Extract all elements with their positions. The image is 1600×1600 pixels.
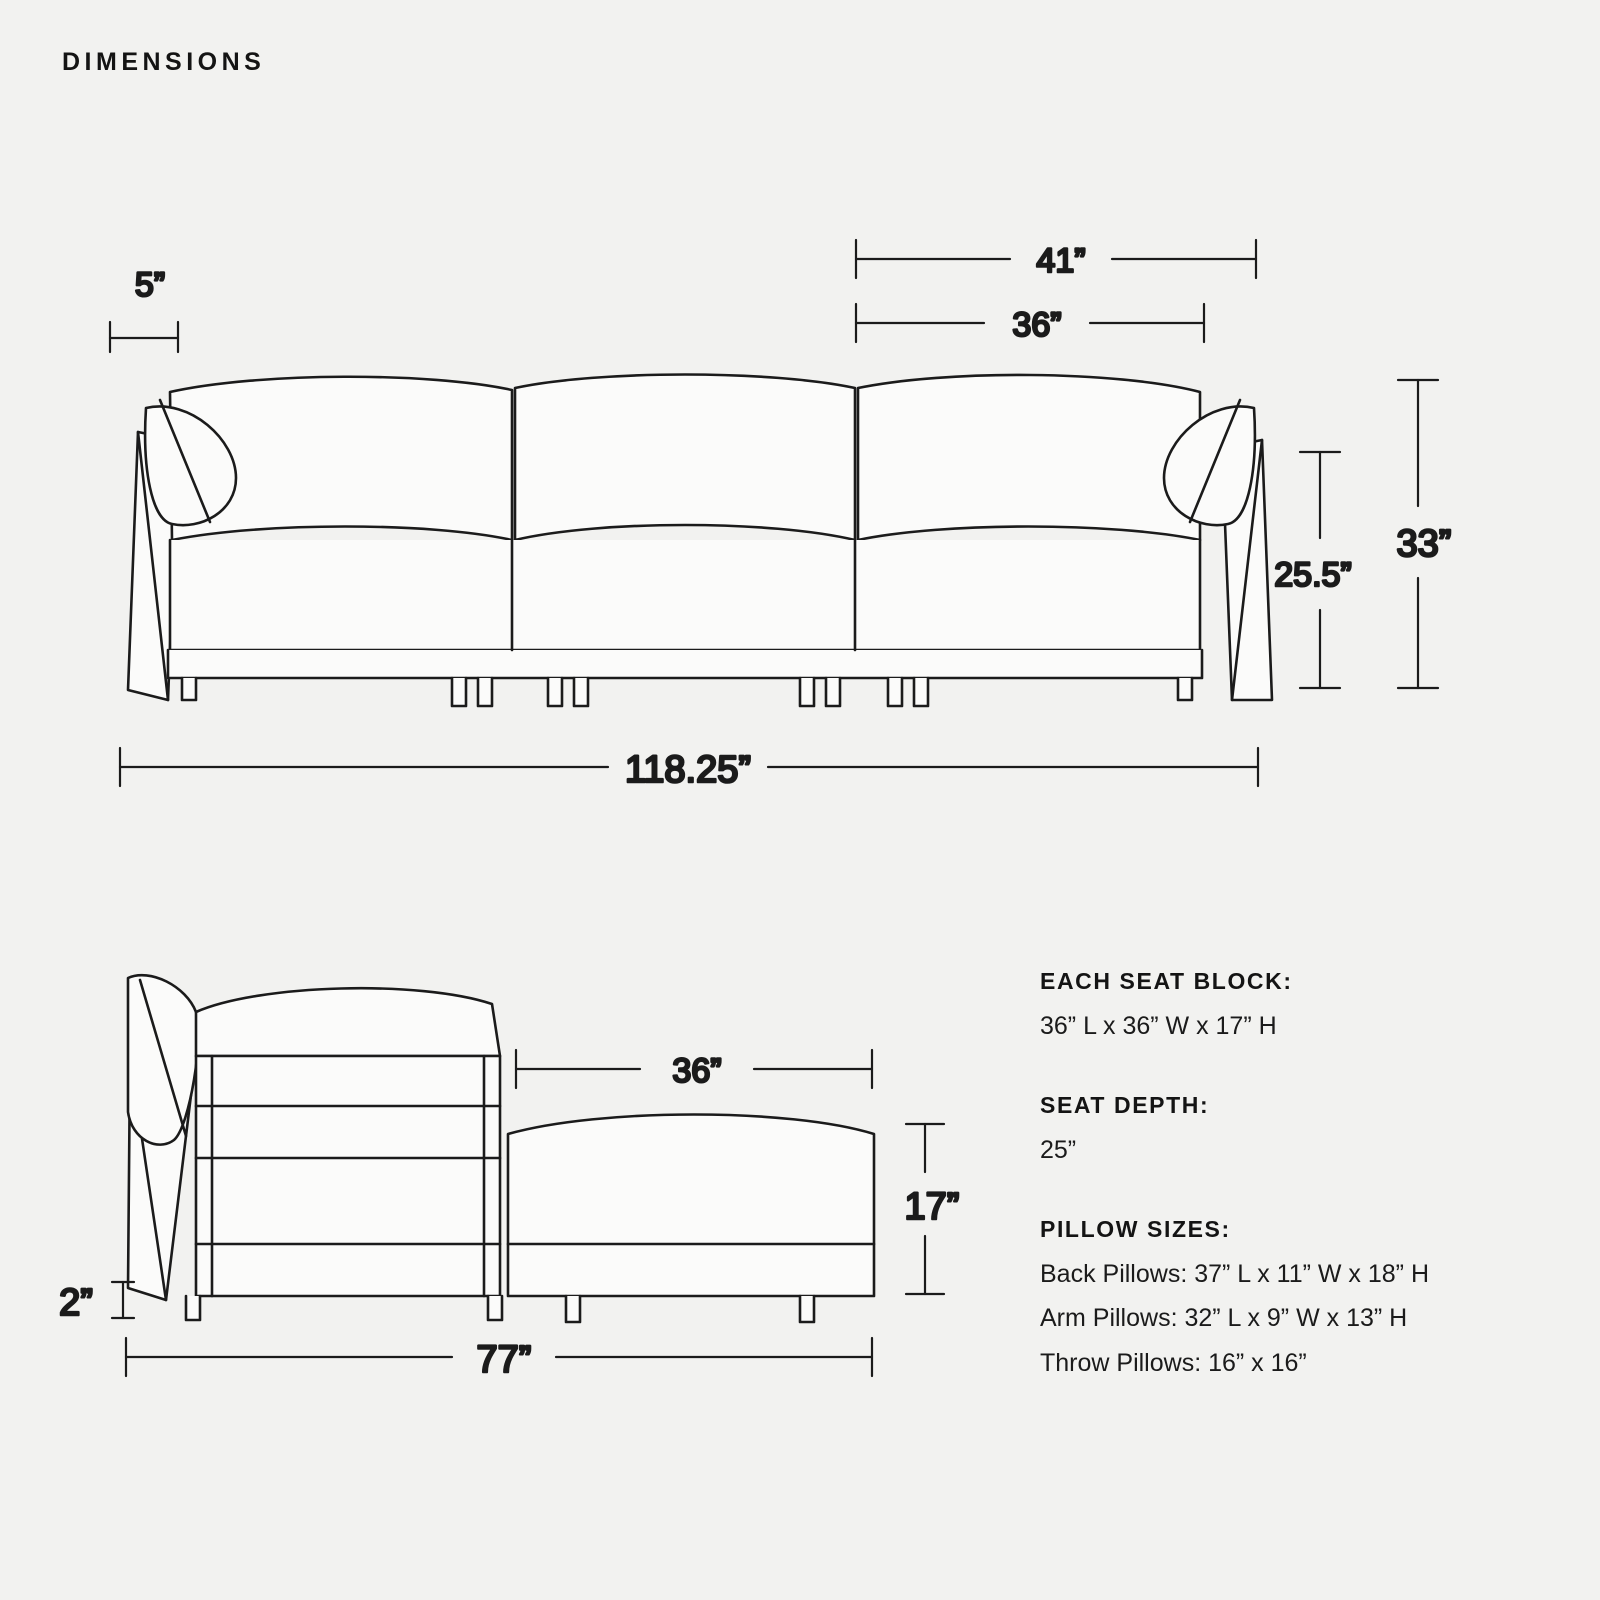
label-77in: 77” (476, 1339, 532, 1381)
label-25-5in: 25.5” (1274, 556, 1352, 594)
spec-back-pillows: Back Pillows: 37” L x 11” W x 18” H (1040, 1259, 1430, 1288)
spec-seat-depth-value: 25” (1040, 1135, 1077, 1164)
label-5in: 5” (134, 266, 166, 304)
spec-seat-depth-heading: SEAT DEPTH: (1040, 1091, 1210, 1118)
spec-seat-block-heading: EACH SEAT BLOCK: (1040, 968, 1293, 994)
spec-seat-depth (1040, 1092, 1560, 1170)
specifications-panel (1040, 968, 1560, 1429)
label-36in-side: 36” (672, 1052, 722, 1090)
spec-seat-block (1040, 968, 1560, 1046)
spec-throw-pillows: Throw Pillows: 16” x 16” (1040, 1349, 1307, 1377)
spec-arm-pillows: Arm Pillows: 32” L x 9” W x 13” H (1040, 1304, 1408, 1333)
spec-pillow-sizes-heading: PILLOW SIZES: (1040, 1215, 1231, 1242)
label-36in-front: 36” (1012, 306, 1062, 344)
spec-pillow-sizes (1040, 1216, 1560, 1383)
sofa-side-view (128, 975, 874, 1322)
spec-seat-block-value: 36” L x 36” W x 17” H (1040, 1012, 1277, 1040)
label-2in: 2” (59, 1282, 93, 1324)
sofa-front-view (128, 375, 1272, 707)
label-33in: 33” (1396, 523, 1452, 565)
label-17in: 17” (904, 1186, 960, 1228)
label-41in: 41” (1036, 242, 1086, 280)
label-118-25in: 118.25” (624, 749, 752, 791)
page-title: DIMENSIONS (62, 48, 266, 76)
